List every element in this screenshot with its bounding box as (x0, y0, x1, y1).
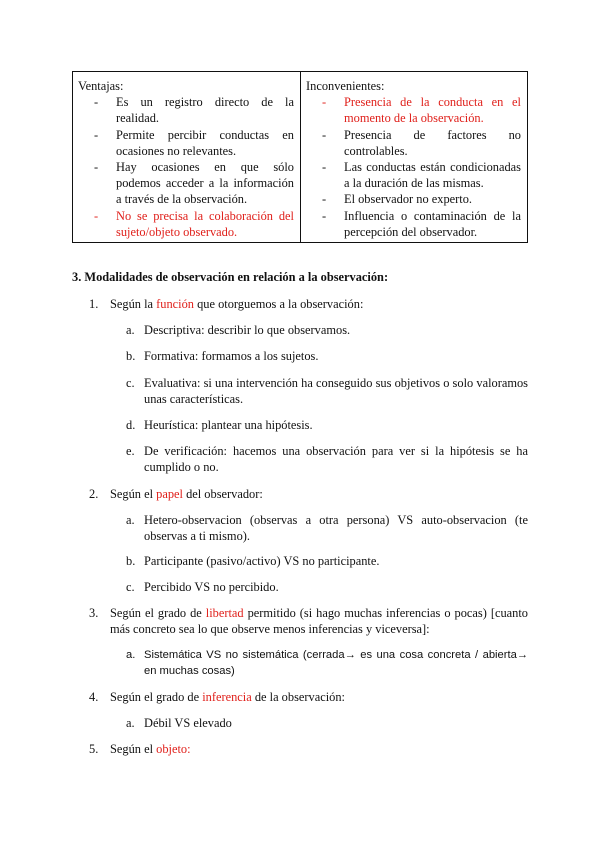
ventajas-column (73, 72, 301, 242)
sub-letter: c. (126, 376, 135, 390)
ventaja-item: - Permite percibir conductas en ocasiones no relevantes. (78, 127, 294, 159)
inconveniente-item-highlighted: - Presencia de la conducta en el momento de la observación. (306, 94, 521, 126)
item-number: 5. (89, 742, 99, 756)
item-text-pre: Según el (110, 742, 157, 756)
numbered-item-1 (89, 296, 363, 312)
sub-letter: a. (126, 513, 135, 527)
ventaja-item: - Es un registro directo de la realidad. (78, 94, 294, 126)
sub-item-1c (126, 375, 528, 407)
item-number: 3. (89, 606, 99, 620)
sub-text: Evaluativa: si una intervención ha conseguido sus objetivos o solo valoramos unas características. (144, 376, 528, 406)
sub-letter: a. (126, 716, 135, 730)
ventajas-header: Ventajas: (78, 79, 124, 93)
sub-text: Débil VS elevado (144, 716, 232, 730)
sub-text: Percibido VS no percibido. (144, 580, 279, 594)
item-text-pre: Según el (110, 487, 157, 501)
sub-text: Sistemática VS no sistemática (cerrada→ es una cosa concreta / abierta→ en muchas cosas) (144, 649, 528, 677)
sub-text: Heurística: plantear una hipótesis. (144, 418, 313, 432)
sub-item-2c (126, 579, 528, 595)
sub-item-3a (126, 647, 528, 679)
sub-item-1b (126, 348, 528, 364)
sub-text: Formativa: formamos a los sujetos. (144, 349, 319, 363)
sub-item-4a (126, 715, 528, 731)
item-keyword: función (156, 297, 194, 311)
item-keyword: papel (156, 487, 183, 501)
sub-text: Participante (pasivo/activo) VS no participante. (144, 554, 380, 568)
item-text-pre: Según el grado de (110, 690, 203, 704)
item-number: 1. (89, 297, 99, 311)
item-keyword: libertad (205, 606, 244, 620)
item-text-pre: Según la (110, 297, 157, 311)
ventajas-list (78, 94, 294, 240)
ventaja-item: - Hay ocasiones en que sólo podemos acceder a la información a través de la observación. (78, 159, 294, 208)
sub-text: De verificación: hacemos una observación para ver si la hipótesis se ha cumplido o no. (144, 444, 528, 474)
inconveniente-item: - Presencia de factores no controlables. (306, 127, 521, 159)
sub-text: Descriptiva: describir lo que observamos. (144, 323, 351, 337)
item-text-post: permitido (si hago muchas inferencias o pocas) [cuanto más concreto sea lo que observe menos inferencias y viceversa]: (110, 606, 529, 636)
item-text-pre: Según el grado de (110, 606, 206, 620)
numbered-item-2 (89, 486, 263, 502)
sub-letter: a. (126, 323, 135, 337)
sub-item-1d (126, 417, 528, 433)
inconvenientes-list (306, 94, 521, 240)
numbered-item-3 (89, 605, 110, 621)
numbered-item-5 (89, 741, 191, 757)
inconveniente-item: - Las conductas están condicionadas a la duración de las mismas. (306, 159, 521, 191)
sub-letter: c. (126, 580, 135, 594)
sub-text: Hetero-observacion (observas a otra persona) VS auto-observacion (te observas a ti mismo). (144, 513, 528, 543)
section-heading: 3. Modalidades de observación en relación a la observación: (72, 270, 389, 284)
sub-item-1a (126, 322, 528, 338)
inconvenientes-header: Inconvenientes: (306, 79, 385, 93)
numbered-item-4 (89, 689, 345, 705)
sub-letter: d. (126, 418, 136, 432)
sub-letter: b. (126, 349, 136, 363)
item-number: 2. (89, 487, 99, 501)
sub-item-2a (126, 512, 528, 544)
item-text-post: del observador: (182, 487, 263, 501)
inconveniente-item: - Influencia o contaminación de la percepción del observador. (306, 208, 521, 240)
sub-letter: e. (126, 444, 135, 458)
item-text-post: de la observación: (251, 690, 345, 704)
item-number: 4. (89, 690, 99, 704)
item-text-post: que otorguemos a la observación: (193, 297, 364, 311)
inconvenientes-column (301, 72, 527, 242)
item-keyword: inferencia (202, 690, 252, 704)
sub-letter: b. (126, 554, 136, 568)
advantages-disadvantages-table (72, 71, 528, 243)
sub-item-1e (126, 443, 528, 475)
ventaja-item-highlighted: - No se precisa la colaboración del sujeto/objeto observado. (78, 208, 294, 240)
sub-letter: a. (126, 649, 136, 661)
inconveniente-item: - El observador no experto. (306, 191, 521, 207)
item-keyword: objeto: (156, 742, 191, 756)
sub-item-2b (126, 553, 528, 569)
numbered-item-3-text (110, 605, 528, 637)
